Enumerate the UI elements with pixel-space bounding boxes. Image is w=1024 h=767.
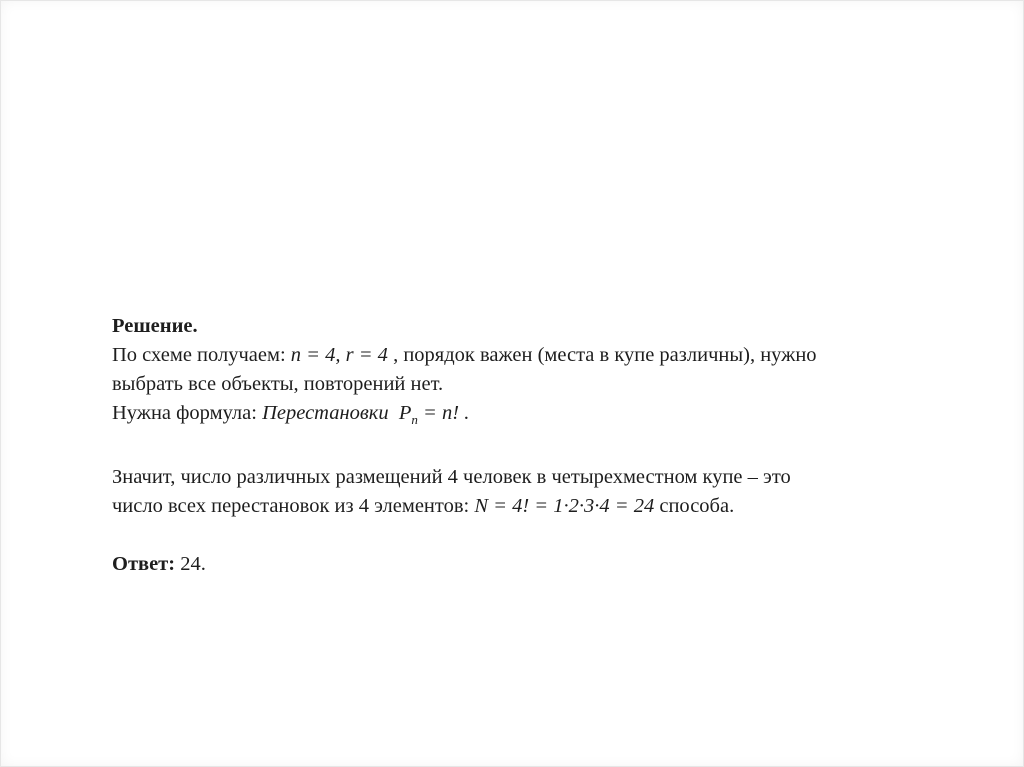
solution-line-3 — [112, 399, 972, 434]
conclusion-math: N = 4! = 1·2·3·4 = 24 — [474, 495, 655, 517]
spacer — [112, 521, 972, 550]
solution-line-1-suffix: , порядок важен (места в купе различны), нужно — [387, 344, 817, 366]
solution-line-3-prefix: Нужна формула: — [112, 402, 263, 424]
answer-value: 24. — [175, 553, 206, 575]
permutation-subscript: n — [411, 412, 418, 427]
solution-line-1 — [112, 341, 972, 370]
spacer — [112, 434, 972, 463]
conclusion-line-1: Значит, число различных размещений 4 человек в четырехместном купе – это — [112, 466, 791, 488]
solution-line-1-math: n = 4, r = 4 — [290, 344, 388, 366]
conclusion-line-2-prefix: число всех перестановок из 4 элементов: — [112, 495, 475, 517]
permutation-symbol: P — [398, 402, 412, 424]
solution-line-1-prefix: По схеме получаем: — [112, 344, 291, 366]
conclusion-line-2-suffix: способа. — [654, 495, 735, 517]
solution-text-block — [112, 312, 972, 579]
solution-line-2: выбрать все объекты, повторений нет. — [112, 373, 444, 395]
answer-label: Ответ: — [112, 553, 176, 575]
solution-heading: Решение. — [112, 315, 198, 337]
permutation-formula: = n! . — [417, 402, 470, 424]
conclusion-line-2 — [112, 492, 972, 521]
permutations-term: Перестановки — [262, 402, 389, 424]
answer-line — [112, 550, 972, 579]
